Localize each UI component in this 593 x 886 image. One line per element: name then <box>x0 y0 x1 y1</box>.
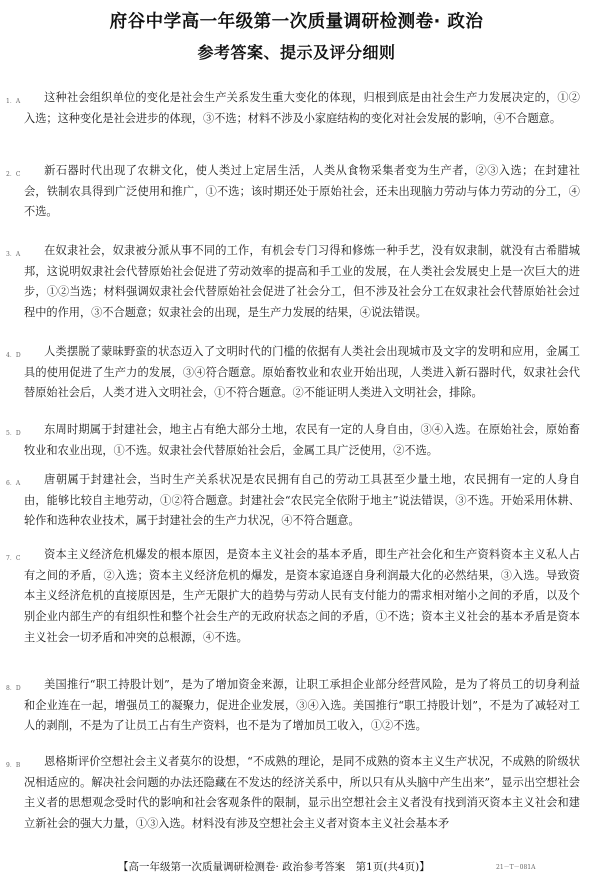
answer-number: 1．A <box>6 98 21 105</box>
answer-explanation: 唐朝属于封建社会，当时生产关系状况是农民拥有自己的劳动工具甚至少量土地，农民拥有一定的人身自由，能够比较自主地劳动，①②符合题意。封建社会“农民完全依附于地主”说法错误，③不选。开始采用休耕、轮作和选种农业技术，属于封建社会的生产力状况，④不符合题意。 <box>24 473 580 528</box>
answer-number: 4．D <box>6 352 21 359</box>
answer-explanation: 恩格斯评价空想社会主义者莫尔的设想，“不成熟的理论，是同不成熟的资本主义生产状况，不成熟的阶级状况相适应的。解决社会问题的办法还隐藏在不发达的经济关系中，所以只有从头脑中产生出来”，显示出空想社会主义者的思想观念受时代的影响和社会客观条件的限制，显示出空想社会主义者没有找到消灭资本主义社会和建立新社会的强大力量，①③入选。材料没有涉及空想社会主义者对资本主义社会基本矛 <box>24 755 580 831</box>
answer-explanation: 美国推行“职工持股计划”，是为了增加资金来源，让职工承担企业部分经营风险，是为了将员工的切身利益和企业连在一起，增强员工的凝聚力，促进企业发展，③④入选。美国推行“职工持股计划”，不是为了减轻对工人的剥削，不是为了让员工占有生产资料，也不是为了增加员工收入，①②不选。 <box>24 678 580 733</box>
document-subtitle: 参考答案、提示及评分细则 <box>197 43 396 62</box>
answer-explanation: 资本主义经济危机爆发的根本原因，是资本主义社会的基本矛盾，即生产社会化和生产资料资本主义私人占有之间的矛盾，②入选；资本主义经济危机的爆发，是资本家追逐自身利润最大化的必然结果，③入选。导致资本主义经济危机的直接原因是，生产无限扩大的趋势与劳动人民有支付能力的需求相对缩小之间的矛盾，以及个别企业内部生产的有组织性和整个社会生产的无政府状态之间的矛盾，①不选；资本主义社会的基本矛盾是资本主义社会一切矛盾和冲突的总根源，④不选。 <box>24 548 580 644</box>
answer-number: 8．D <box>6 685 21 692</box>
answer-number: 5．D <box>6 430 21 437</box>
document-code: 21－T－081A <box>496 864 536 871</box>
answer-explanation: 新石器时代出现了农耕文化，使人类过上定居生活，人类从食物采集者变为生产者，②③入选；在封建社会，铁制农具得到广泛使用和推广，①不选；该时期还处于原始社会，还未出现脑力劳动与体力劳动的分工，④不选。 <box>24 164 580 219</box>
answer-explanation: 人类摆脱了蒙昧野蛮的状态迈入了文明时代的门槛的依据有人类社会出现城市及文字的发明和应用，金属工具的使用促进了生产力的发展，③④符合题意。原始畜牧业和农业开始出现，人类进入新石器时代，奴隶社会代替原始社会后，人类才进入文明社会，①不符合题意。②不能证明人类进入文明社会，排除。 <box>24 345 580 400</box>
answer-number: 6．A <box>6 480 21 487</box>
answer-number: 9．B <box>6 762 21 769</box>
answer-explanation: 这种社会组织单位的变化是社会生产关系发生重大变化的体现，归根到底是由社会生产力发展决定的，①②入选；这种变化是社会进步的体现，③不选；材料不涉及小家庭结构的变化对社会发展的影响，④不合题意。 <box>24 91 580 125</box>
page-footer: 【高一年级第一次质量调研检测卷· 政治参考答案 第1页(共4页)】 <box>118 861 430 873</box>
document-title: 府谷中学高一年级第一次质量调研检测卷· 政治 <box>109 12 484 32</box>
answer-number: 7．C <box>6 555 21 562</box>
answer-number: 3．A <box>6 251 21 258</box>
answer-explanation: 在奴隶社会，奴隶被分派从事不同的工作，有机会专门习得和修炼一种手艺，没有奴隶制，就没有古希腊城邦，这说明奴隶社会代替原始社会促进了劳动效率的提高和手工业的发展，在人类社会发展史上是一次巨大的进步，①②当选；材料强调奴隶社会代替原始社会促进了社会分工，但不涉及社会分工在奴隶社会代替原始社会过程中的作用，③不合题意；奴隶社会的出现，是生产力发展的结果，④说法错误。 <box>24 244 580 320</box>
answer-explanation: 东周时期属于封建社会，地主占有绝大部分土地，农民有一定的人身自由，③④入选。在原始社会，原始畜牧业和农业出现，①不选。奴隶社会代替原始社会后，金属工具广泛使用，②不选。 <box>24 423 580 457</box>
answer-number: 2．C <box>6 171 21 178</box>
